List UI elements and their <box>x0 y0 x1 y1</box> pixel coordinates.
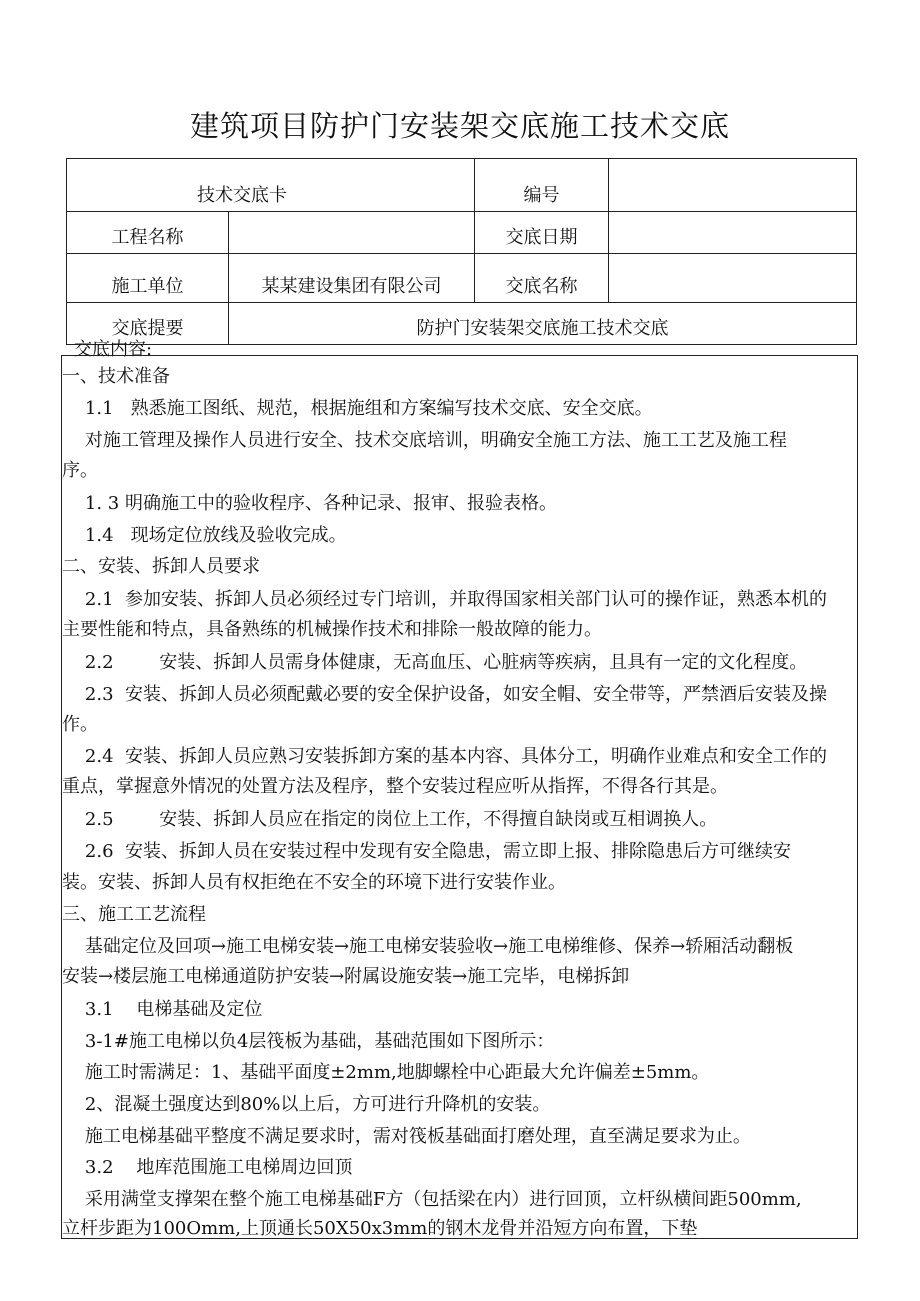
content-line: 2、混凝土强度达到80%以上后，方可进行升降机的安装。 <box>62 1094 551 1115</box>
content-line: 2.4 安装、拆卸人员应熟习安装拆卸方案的基本内容、具体分工，明确作业难点和安全工作的 <box>62 746 827 767</box>
content-line: 1.4 现场定位放线及验收完成。 <box>62 525 347 546</box>
content-line: 二、安装、拆卸人员要求 <box>62 556 260 577</box>
content-line: 立杆步距为100Omm,上顶通长50X50x3mm的钢木龙骨并沿短方向布置，下垫 <box>62 1218 698 1239</box>
project-name-value <box>229 212 475 254</box>
content-line: 1.1 熟悉施工图纸、规范，根据施组和方案编写技术交底、安全交底。 <box>62 398 653 419</box>
tech-card-table <box>66 158 857 345</box>
content-line: 2.5 安装、拆卸人员应在指定的岗位上工作，不得擅自缺岗或互相调换人。 <box>62 809 718 830</box>
content-line: 1. 3 明确施工中的验收程序、各种记录、报审、报验表格。 <box>62 493 557 514</box>
content-line: 采用满堂支撑架在整个施工电梯基础F方（包括梁在内）进行回顶，立杆纵横间距500mm, <box>62 1189 802 1210</box>
content-line: 重点，掌握意外情况的处置方法及程序，整个安装过程应听从指挥，不得各行其是。 <box>62 776 728 797</box>
page-title: 建筑项目防护门安装架交底施工技术交底 <box>189 109 730 143</box>
content-line: 三、施工工艺流程 <box>62 904 206 925</box>
content-line: 装。安装、拆卸人员有权拒绝在不安全的环境下进行安装作业。 <box>62 872 566 893</box>
content-line: 基础定位及回项→施工电梯安装→施工电梯安装验收→施工电梯维修、保养→轿厢活动翻板 <box>62 936 794 957</box>
number-label: 编号 <box>475 159 609 212</box>
content-line: 2.1 参加安装、拆卸人员必须经过专门培训，并取得国家相关部门认可的操作证，熟悉本机的 <box>62 589 827 610</box>
content-line: 3-1#施工电梯以负4层筏板为基础，基础范围如下图所示： <box>62 1031 555 1052</box>
content-label: 交底内容: <box>74 339 153 360</box>
briefing-name-label: 交底名称 <box>475 254 609 303</box>
unit-label: 施工单位 <box>67 254 229 303</box>
card-title: 技术交底卡 <box>67 159 475 212</box>
content-line: 作。 <box>62 714 98 735</box>
briefing-name-value <box>609 254 857 303</box>
content-line: 序。 <box>62 460 98 481</box>
project-name-label: 工程名称 <box>67 212 229 254</box>
unit-value: 某某建设集团有限公司 <box>229 254 475 303</box>
date-label: 交底日期 <box>475 212 609 254</box>
summary-label: 交底提要 <box>67 303 229 345</box>
number-value <box>609 159 857 212</box>
content-line: 2.2 安装、拆卸人员需身体健康，无高血压、心脏病等疾病，且具有一定的文化程度。 <box>62 652 808 673</box>
content-box <box>61 355 858 1239</box>
content-line: 3.2 地库范围施工电梯周边回顶 <box>62 1157 353 1178</box>
content-line: 安装→楼层施工电梯通道防护安装→附属设施安装→施工完毕，电梯拆卸 <box>62 966 630 987</box>
content-line: 2.3 安装、拆卸人员必须配戴必要的安全保护设备，如安全帽、安全带等，严禁酒后安装及操 <box>62 684 827 705</box>
content-line: 主要性能和特点，具备熟练的机械操作技术和排除一般故障的能力。 <box>62 619 602 640</box>
content-line: 3.1 电梯基础及定位 <box>62 999 263 1020</box>
content-line: 施工电梯基础平整度不满足要求时，需对筏板基础面打磨处理，直至满足要求为止。 <box>62 1126 751 1147</box>
date-value <box>609 212 857 254</box>
content-line: 一、技术准备 <box>62 366 170 387</box>
content-line: 施工时需满足：1、基础平面度±2mm,地脚螺栓中心距最大允许偏差±5mm。 <box>62 1062 710 1083</box>
summary-value: 防护门安装架交底施工技术交底 <box>229 303 857 345</box>
content-line: 对施工管理及操作人员进行安全、技术交底培训，明确安全施工方法、施工工艺及施工程 <box>62 430 787 451</box>
content-line: 2.6 安装、拆卸人员在安装过程中发现有安全隐患，需立即上报、排除隐患后方可继续安 <box>62 841 791 862</box>
